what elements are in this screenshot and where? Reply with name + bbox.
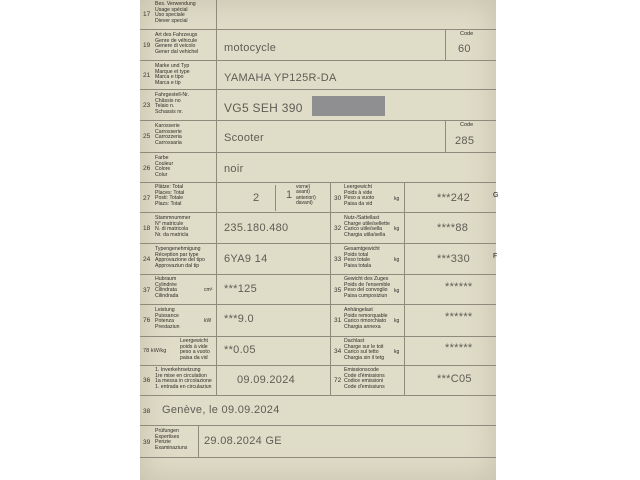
field-label: Hubraum Cylindrée Cilindrata Cilindrada xyxy=(155,276,179,299)
unit-label: kg xyxy=(394,349,400,355)
divider xyxy=(404,337,405,366)
unit-label: cm³ xyxy=(204,287,213,293)
divider xyxy=(404,213,405,244)
side-mark-f: F xyxy=(493,253,498,260)
seats-front-label: vorne) avant) anteriori) davant) xyxy=(296,184,316,207)
field-26-row xyxy=(140,153,496,183)
master-number-value: 235.180.480 xyxy=(224,222,289,234)
divider xyxy=(216,153,217,183)
field-38-row xyxy=(140,396,496,426)
field-number: 76 xyxy=(143,317,151,324)
field-label: Prüfungen Expertises Perizie Examinaziuns xyxy=(155,428,188,451)
field-number: 72 xyxy=(334,377,342,384)
divider xyxy=(330,244,331,275)
field-number: 17 xyxy=(143,11,151,18)
field-24-33-row xyxy=(140,244,496,275)
field-17-row xyxy=(140,0,496,30)
field-number: 23 xyxy=(143,102,151,109)
divider xyxy=(216,275,217,305)
train-weight-value: ****** xyxy=(445,281,473,293)
inspection-value: 29.08.2024 GE xyxy=(204,435,282,447)
seats-front-value: 1 xyxy=(286,189,293,201)
divider xyxy=(216,366,217,396)
code-label: Code xyxy=(460,31,474,37)
field-25-row xyxy=(140,121,496,153)
unit-label: kg xyxy=(394,196,400,202)
field-21-row xyxy=(140,61,496,90)
field-78-34-row xyxy=(140,337,496,366)
field-label: Leergewicht Poids à vide Peso a vuoto Paisa da vid xyxy=(344,184,375,207)
place-date-value: Genève, le 09.09.2024 xyxy=(162,404,280,416)
field-label: Marke und Typ Marque et type Marca e tipo Marca e tip xyxy=(155,63,190,86)
field-number: 32 xyxy=(334,225,342,232)
field-number: 27 xyxy=(143,195,151,202)
make-type-value: YAMAHA YP125R-DA xyxy=(224,72,337,84)
field-number: 36 xyxy=(143,377,151,384)
field-label: Dachlast Charge sur le toit Carico sul tetto Chargia sin il tetg xyxy=(344,338,385,361)
redaction-box xyxy=(312,96,385,116)
divider xyxy=(330,305,331,337)
field-label: Nutz-/Sattellast Charge utile/sellette Carico utile/sella Chargia utila/sella xyxy=(344,215,390,238)
field-number: 37 xyxy=(143,287,151,294)
displacement-value: ***125 xyxy=(224,283,257,295)
divider xyxy=(216,337,217,366)
divider xyxy=(404,366,405,396)
type-approval-value: 6YA9 14 xyxy=(224,253,268,265)
towing-load-value: ****** xyxy=(445,311,473,323)
divider xyxy=(198,426,199,458)
divider xyxy=(216,61,217,90)
unit-label: kg xyxy=(394,288,400,294)
color-value: noir xyxy=(224,163,244,175)
divider xyxy=(404,183,405,213)
emission-code-value: ***C05 xyxy=(437,373,472,385)
field-39-row xyxy=(140,426,496,458)
code-value: 60 xyxy=(458,43,471,55)
code-box xyxy=(445,121,475,153)
seats-total-value: 2 xyxy=(253,192,260,204)
field-label: Stammnummer N° matricule N. di matricola Nr. da matricla xyxy=(155,215,191,238)
empty-weight-value: ***242 xyxy=(437,192,470,204)
vehicle-kind-value: motocycle xyxy=(224,42,277,54)
code-box xyxy=(445,30,474,61)
field-label: Leistung Puissance Potenza Prestaziun xyxy=(155,307,180,330)
field-number: 31 xyxy=(334,317,342,324)
divider xyxy=(216,213,217,244)
divider xyxy=(404,275,405,305)
field-label: Anhängelast Poids remorquable Carico rimorchiato Chargia annexa xyxy=(344,307,388,330)
unit-label: kW xyxy=(204,318,212,324)
code-label: Code xyxy=(460,122,474,128)
field-number: 35 xyxy=(334,287,342,294)
field-37-35-row xyxy=(140,275,496,305)
field-number: 39 xyxy=(143,439,151,446)
power-weight-value: **0.05 xyxy=(224,344,256,356)
field-label: Bes. Verwendung Usage spécial Uso speciale Diever special xyxy=(155,1,196,24)
chassis-number-value: VG5 SEH 390 xyxy=(224,101,303,115)
field-18-32-row xyxy=(140,213,496,244)
divider xyxy=(216,183,217,213)
field-number: 24 xyxy=(143,256,151,263)
divider xyxy=(330,337,331,366)
field-label: Art des Fahrzeugs Genre de véhicule Genere di veicolo Gener dal vehichel xyxy=(155,32,199,55)
field-19-row xyxy=(140,30,496,61)
divider xyxy=(404,305,405,337)
field-number: 19 xyxy=(143,42,151,49)
field-label: Gesamtgewicht Poids total Peso totale Paisa totala xyxy=(344,246,380,269)
field-36-72-row xyxy=(140,366,496,396)
power-value: ***9.0 xyxy=(224,313,254,325)
body-type-value: Scooter xyxy=(224,132,265,144)
side-mark-g: G xyxy=(493,192,499,199)
field-number: 25 xyxy=(143,133,151,140)
unit-label: kg xyxy=(394,226,400,232)
field-number: 21 xyxy=(143,72,151,79)
first-registration-value: 09.09.2024 xyxy=(237,374,296,386)
unit-label: kg xyxy=(394,318,400,324)
field-number: 30 xyxy=(334,195,342,202)
field-label: Farbe Couleur Colore Colur xyxy=(155,155,174,178)
field-label: 1. Inverkehrsetzung 1re mise en circulation 1a messa in circolazione 1. entrada en circulaziun xyxy=(155,367,212,390)
divider xyxy=(330,213,331,244)
field-label: Karosserie Carrosserie Carrozzeria Carrossaria xyxy=(155,123,182,146)
unit-label: kg xyxy=(394,257,400,263)
field-23-row xyxy=(140,90,496,121)
divider xyxy=(330,366,331,396)
divider xyxy=(330,275,331,305)
divider xyxy=(216,121,217,153)
field-number: 26 xyxy=(143,165,151,172)
field-label: Fahrgestell-Nr. Châssis no Telaio n. Schassis nr. xyxy=(155,92,190,115)
field-number: 33 xyxy=(334,256,342,263)
payload-value: ****88 xyxy=(437,222,469,234)
divider xyxy=(216,90,217,121)
divider xyxy=(404,244,405,275)
field-number: 78 kW/kg xyxy=(143,348,167,354)
roof-load-value: ****** xyxy=(445,342,473,354)
divider xyxy=(216,305,217,337)
total-weight-value: ***330 xyxy=(437,253,470,265)
divider xyxy=(275,185,276,211)
field-number: 18 xyxy=(143,225,151,232)
divider xyxy=(216,244,217,275)
field-label: Typengenehmigung Réception par type Approvazione del tipo Approvaziun dal tip xyxy=(155,246,205,269)
field-number: 34 xyxy=(334,348,342,355)
divider xyxy=(330,183,331,213)
field-label: Plätze: Total Places: Total Posti: Totale Plazs: Total xyxy=(155,184,185,207)
field-label: Leergewicht poids à vide peso a vuoto paisa da vid xyxy=(180,338,210,361)
field-label: Emissionscode Code d'émissions Codice emissioni Code d'emissiuns xyxy=(344,367,385,390)
divider xyxy=(216,30,217,61)
field-76-31-row xyxy=(140,305,496,337)
code-value: 285 xyxy=(455,135,475,147)
field-number: 38 xyxy=(143,408,151,415)
divider xyxy=(216,0,217,30)
field-27-30-row xyxy=(140,183,499,213)
field-label: Gewicht des Zuges Poids de l'ensemble Peso del convoglio Paisa cumposiziun xyxy=(344,276,391,299)
vehicle-registration-document xyxy=(140,0,499,480)
